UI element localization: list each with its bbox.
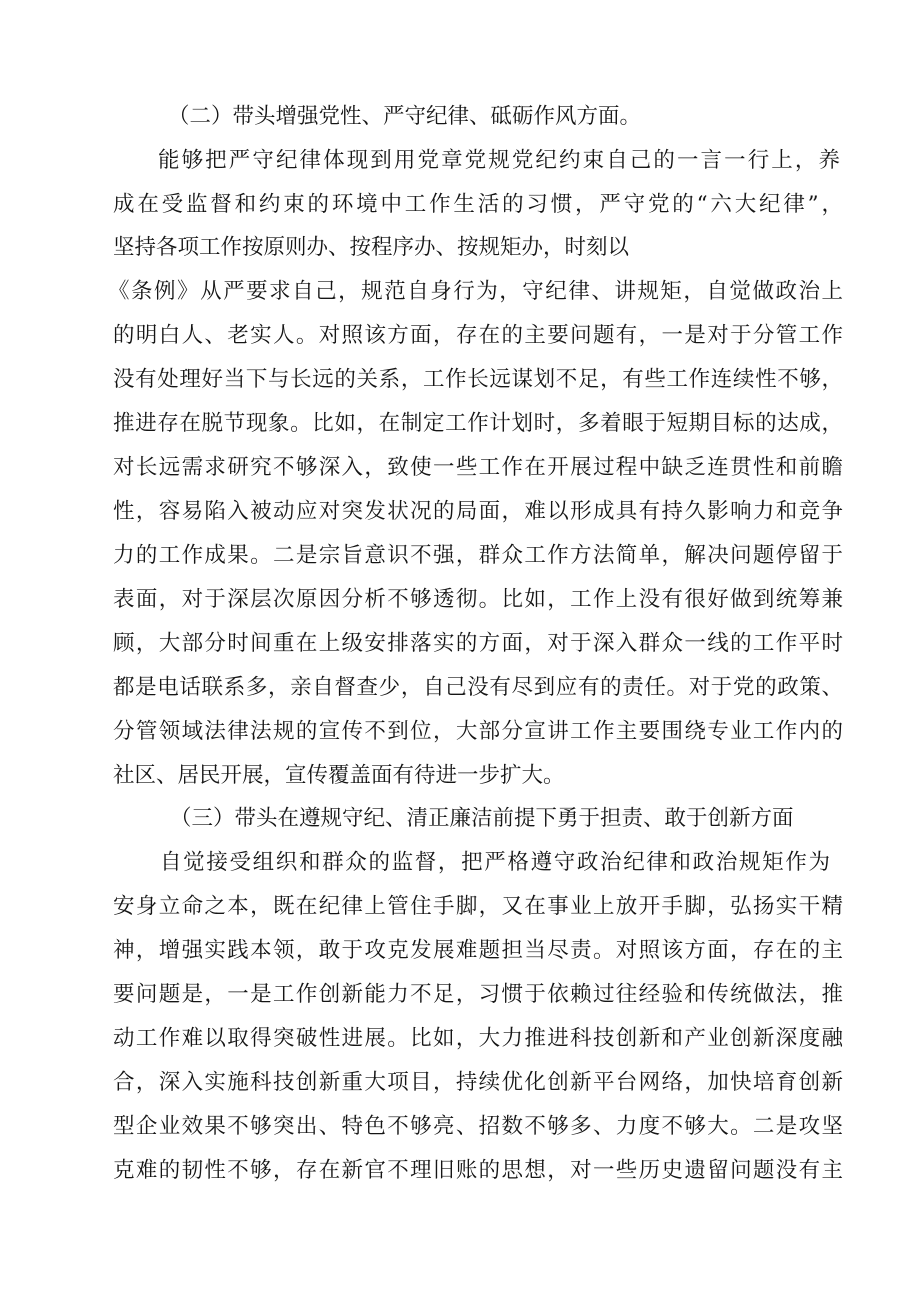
paragraph-line: 社区、居民开展，宣传覆盖面有待进一步扩大。 (113, 763, 565, 788)
paragraph-line: 性，容易陷入被动应对突发状况的局面，难以形成具有持久影响力和竞争 (113, 499, 843, 524)
paragraph-line: 合，深入实施科技创新重大项目，持续优化创新平台网络，加快培育创新 (113, 1070, 843, 1095)
paragraph-line: 坚持各项工作按原则办、按程序办、按规矩办，时刻以 (113, 235, 630, 260)
section-heading-2: （二）带头增强党性、严守纪律、砥砺作风方面。 (168, 104, 642, 129)
paragraph-line: 力的工作成果。二是宗旨意识不强，群众工作方法简单，解决问题停留于 (113, 543, 843, 568)
section-heading-3: （三）带头在遵规守纪、清正廉洁前提下勇于担责、敢于创新方面 (170, 806, 794, 831)
paragraph-line: 推进存在脱节现象。比如，在制定工作计划时，多着眼于短期目标的达成， (113, 411, 843, 436)
paragraph-line: 神，增强实践本领，敢于攻克发展难题担当尽责。对照该方面，存在的主 (113, 938, 843, 963)
paragraph-line: 都是电话联系多，亲自督查少，自己没有尽到应有的责任。对于党的政策、 (113, 675, 843, 700)
paragraph-line: 对长远需求研究不够深入，致使一些工作在开展过程中缺乏连贯性和前瞻 (113, 455, 843, 480)
paragraph-line: 顾，大部分时间重在上级安排落实的方面，对于深入群众一线的工作平时 (113, 631, 843, 656)
paragraph-line: 能够把严守纪律体现到用党章党规党纪约束自己的一言一行上，养 (158, 148, 840, 173)
paragraph-line: 安身立命之本，既在纪律上管住手脚，又在事业上放开手脚，弘扬实干精 (113, 894, 843, 919)
paragraph-line: 分管领域法律法规的宣传不到位，大部分宣讲工作主要围绕专业工作内的 (113, 719, 843, 744)
paragraph-line: 的明白人、老实人。对照该方面，存在的主要问题有，一是对于分管工作 (113, 323, 843, 348)
paragraph-line: 要问题是，一是工作创新能力不足，习惯于依赖过往经验和传统做法，推 (113, 982, 843, 1007)
paragraph-line: 成在受监督和约束的环境中工作生活的习惯，严守党的“六大纪律”， (113, 192, 843, 217)
paragraph-line: 表面，对于深层次原因分析不够透彻。比如，工作上没有很好做到统筹兼 (113, 587, 843, 612)
paragraph-line: 《条例》从严要求自己，规范自身行为，守纪律、讲规矩，自觉做政治上 (108, 279, 843, 304)
paragraph-line: 型企业效果不够突出、特色不够亮、招数不够多、力度不够大。二是攻坚 (113, 1114, 843, 1139)
paragraph-line: 没有处理好当下与长远的关系，工作长远谋划不足，有些工作连续性不够， (113, 367, 843, 392)
paragraph-line: 自觉接受组织和群众的监督，把严格遵守政治纪律和政治规矩作为 (160, 850, 830, 875)
paragraph-line: 克难的韧性不够，存在新官不理旧账的思想，对一些历史遗留问题没有主 (113, 1158, 843, 1183)
paragraph-line: 动工作难以取得突破性进展。比如，大力推进科技创新和产业创新深度融 (113, 1026, 843, 1051)
